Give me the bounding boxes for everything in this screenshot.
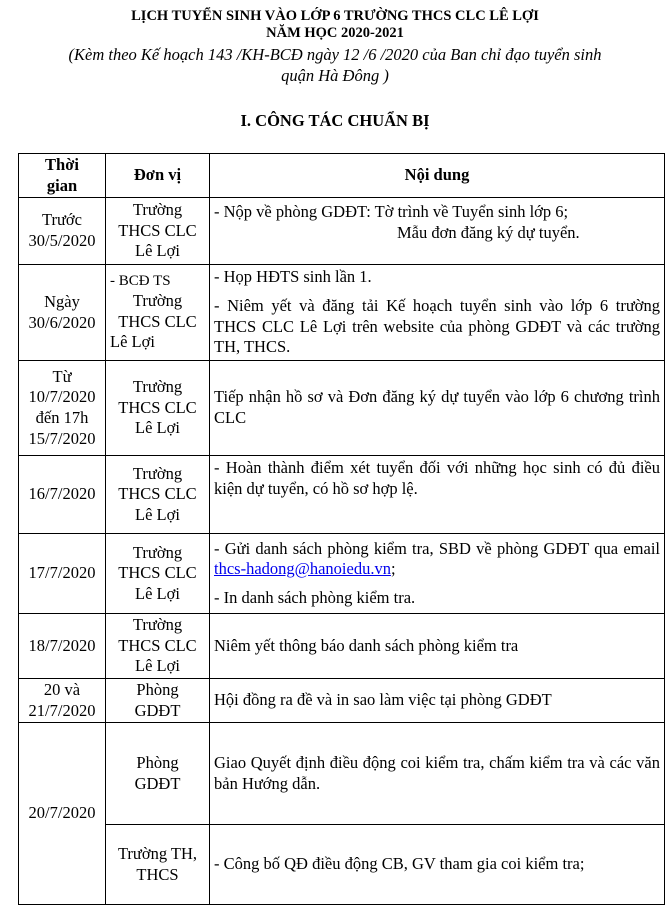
unit-cell: Phòng GDĐT (106, 723, 210, 825)
content-cell: - Nộp về phòng GDĐT: Tờ trình về Tuyển sinh lớp 6; Mẫu đơn đăng ký dự tuyển. (210, 198, 665, 265)
time-cell: 18/7/2020 (19, 614, 106, 679)
content-cell: Tiếp nhận hồ sơ và Đơn đăng ký dự tuyển vào lớp 6 chương trình CLC (210, 361, 665, 456)
content-cell: Niêm yết thông báo danh sách phòng kiểm tra (210, 614, 665, 679)
header-unit: Đơn vị (106, 154, 210, 198)
content-cell: - Công bố QĐ điều động CB, GV tham gia coi kiểm tra; (210, 825, 665, 905)
reference-note-line2: quận Hà Đông ) (281, 66, 389, 85)
school-year: NĂM HỌC 2020-2021 (266, 25, 404, 41)
email-link[interactable]: thcs-hadong@hanoiedu.vn (214, 559, 391, 579)
time-cell: Ngày 30/6/2020 (19, 265, 106, 361)
unit-cell: - BCĐ TS Trường THCS CLC Lê Lợi (106, 265, 210, 361)
time-cell: 20 và 21/7/2020 (19, 679, 106, 723)
time-cell: 16/7/2020 (19, 456, 106, 534)
content-cell: Hội đồng ra đề và in sao làm việc tại phòng GDĐT (210, 679, 665, 723)
unit-cell: Trường THCS CLC Lê Lợi (106, 361, 210, 456)
content-cell: Giao Quyết định điều động coi kiểm tra, chấm kiểm tra và các văn bản Hướng dẫn. (210, 723, 665, 825)
table-header-row (19, 154, 665, 198)
unit-cell: Phòng GDĐT (106, 679, 210, 723)
time-cell: Từ 10/7/2020 đến 17h 15/7/2020 (19, 361, 106, 456)
unit-cell: Trường THCS CLC Lê Lợi (106, 456, 210, 534)
unit-cell: Trường TH, THCS (106, 825, 210, 905)
table-row (19, 679, 665, 723)
section-title: I. CÔNG TÁC CHUẨN BỊ (240, 111, 430, 130)
table-row (19, 361, 665, 456)
header-content: Nội dung (210, 154, 665, 198)
reference-note-line1: (Kèm theo Kế hoạch 143 /KH-BCĐ ngày 12 /6 /2020 của Ban chỉ đạo tuyển sinh (68, 45, 602, 64)
table-row (19, 723, 665, 825)
table-row (19, 265, 665, 361)
content-cell: - Họp HĐTS sinh lần 1. - Niêm yết và đăng tải Kế hoạch tuyển sinh vào lớp 6 trường THCS CLC Lê Lợi trên website của phòng GDĐT và các trường TH, THCS. (210, 265, 665, 361)
content-cell: - Gửi danh sách phòng kiểm tra, SBD về phòng GDĐT qua email thcs-hadong@hanoiedu.vn; - In danh sách phòng kiểm tra. (210, 534, 665, 614)
content-cell: - Hoàn thành điểm xét tuyển đối với những học sinh có đủ điều kiện dự tuyển, có hồ sơ hợp lệ. (210, 456, 665, 534)
header-time: Thời gian (19, 154, 106, 198)
document-title: LỊCH TUYỂN SINH VÀO LỚP 6 TRƯỜNG THCS CLC LÊ LỢI (131, 8, 539, 24)
schedule-table (18, 153, 665, 905)
table-row (19, 825, 665, 905)
time-cell: Trước 30/5/2020 (19, 198, 106, 265)
table-row (19, 614, 665, 679)
unit-cell: Trường THCS CLC Lê Lợi (106, 614, 210, 679)
table-row (19, 534, 665, 614)
time-cell: 17/7/2020 (19, 534, 106, 614)
table-row (19, 198, 665, 265)
time-cell: 20/7/2020 (19, 723, 106, 905)
unit-cell: Trường THCS CLC Lê Lợi (106, 534, 210, 614)
unit-cell: Trường THCS CLC Lê Lợi (106, 198, 210, 265)
table-row (19, 456, 665, 534)
